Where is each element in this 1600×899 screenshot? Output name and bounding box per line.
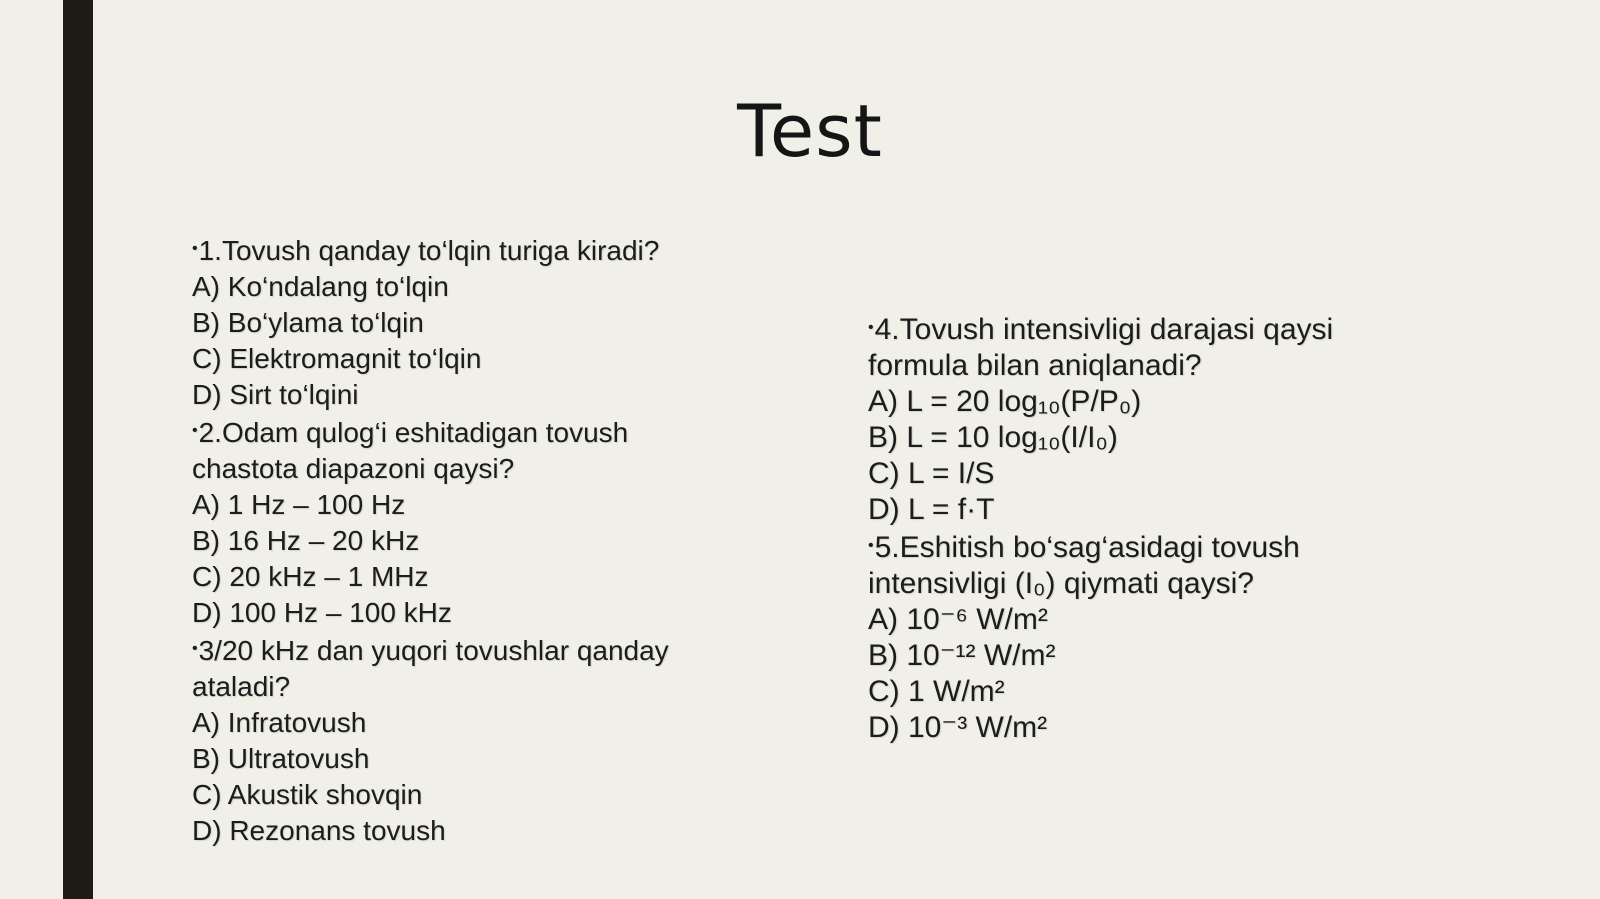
- question-4-text-line-2: formula bilan aniqlanadi?: [868, 349, 1202, 382]
- question-5-text-line-1: •5.Eshitish bo‘sag‘asidagi tovush: [868, 531, 1300, 564]
- question-2-option-a: A) 1 Hz – 100 Hz: [192, 489, 406, 520]
- question-2-text-line-2: chastota diapazoni qaysi?: [192, 453, 515, 484]
- bullet-icon: •: [868, 319, 874, 336]
- question-3-option-d: D) Rezonans tovush: [192, 815, 446, 846]
- bullet-icon: •: [868, 537, 874, 554]
- question-3-text-line-1: •3/20 kHz dan yuqori tovushlar qanday: [192, 635, 669, 666]
- question-4-option-d: D) L = f·T: [868, 493, 995, 526]
- left-question-column: [192, 231, 752, 849]
- question-3-option-c: C) Akustik shovqin: [192, 779, 423, 810]
- question-3: [192, 631, 752, 849]
- question-3-option-b: B) Ultratovush: [192, 743, 370, 774]
- question-3-option-a: A) Infratovush: [192, 707, 367, 738]
- question-4-text-line-1: •4.Tovush intensivligi darajasi qaysi: [868, 313, 1334, 346]
- question-5-text-line-2: intensivligi (I₀) qiymati qaysi?: [868, 567, 1254, 600]
- question-5-option-c: C) 1 W/m²: [868, 675, 1005, 708]
- question-4-option-b: B) L = 10 log₁₀(I/I₀): [868, 421, 1118, 454]
- question-1-option-b: B) Bo‘ylama to‘lqin: [192, 307, 424, 338]
- question-4-option-c: C) L = I/S: [868, 457, 995, 490]
- question-4: [868, 310, 1428, 528]
- question-1-option-c: C) Elektromagnit to‘lqin: [192, 343, 482, 374]
- question-4-option-a: A) L = 20 log₁₀(P/P₀): [868, 385, 1142, 418]
- question-5-option-a: A) 10⁻⁶ W/m²: [868, 603, 1048, 636]
- bullet-icon: •: [192, 240, 198, 257]
- question-1: [192, 231, 752, 413]
- question-1-option-a: A) Ko‘ndalang to‘lqin: [192, 271, 449, 302]
- right-question-column: [868, 310, 1428, 746]
- bullet-icon: •: [192, 640, 198, 657]
- question-2-option-c: C) 20 kHz – 1 MHz: [192, 561, 429, 592]
- question-3-text-line-2: ataladi?: [192, 671, 291, 702]
- question-2-option-d: D) 100 Hz – 100 kHz: [192, 597, 452, 628]
- bullet-icon: •: [192, 422, 198, 439]
- question-2: [192, 413, 752, 631]
- question-2-text-line-1: •2.Odam qulog‘i eshitadigan tovush: [192, 417, 629, 448]
- question-2-option-b: B) 16 Hz – 20 kHz: [192, 525, 420, 556]
- question-5-option-d: D) 10⁻³ W/m²: [868, 711, 1048, 744]
- question-5: [868, 528, 1428, 746]
- question-5-option-b: B) 10⁻¹² W/m²: [868, 639, 1056, 672]
- slide-title: Test: [737, 89, 883, 173]
- question-1-option-d: D) Sirt to‘lqini: [192, 379, 359, 410]
- question-1-text: •1.Tovush qanday to‘lqin turiga kiradi?: [192, 235, 660, 266]
